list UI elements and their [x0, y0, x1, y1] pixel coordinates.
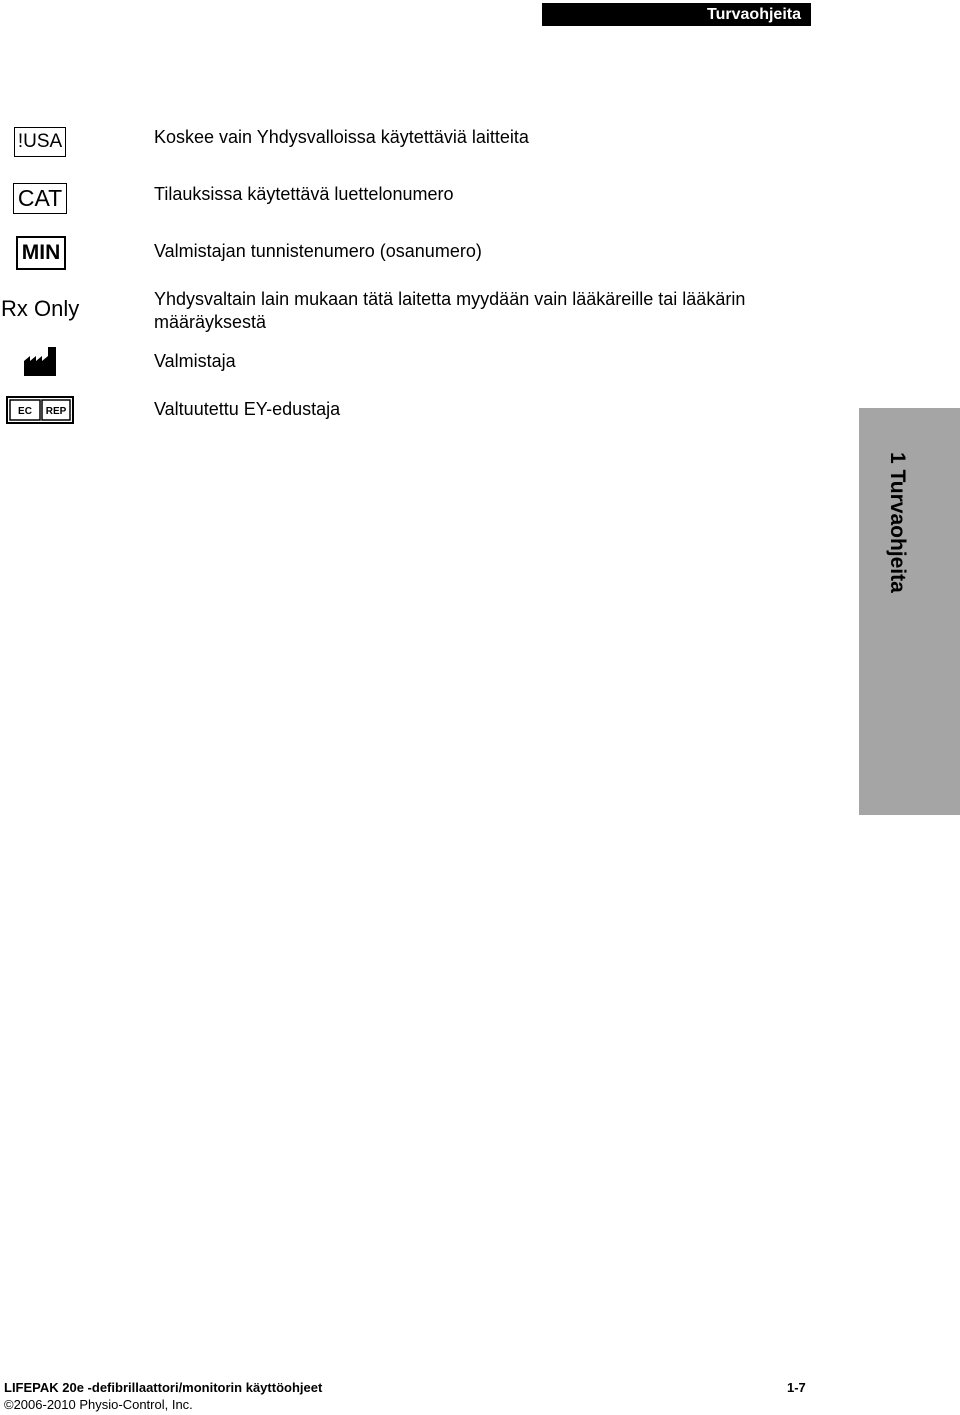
footer-page-number: 1-7 — [787, 1380, 806, 1395]
manufacturer-icon — [22, 345, 58, 377]
manufacturer-id-symbol: MIN — [16, 236, 66, 270]
ec-rep-symbol — [6, 396, 74, 424]
symbol-description: Koskee vain Yhdysvalloissa käytettäviä laitteita — [154, 127, 529, 147]
catalog-number-symbol: CAT — [13, 183, 67, 214]
symbol-description: Valtuutettu EY-edustaja — [154, 399, 341, 419]
symbol-description: Valmistaja — [154, 351, 236, 371]
chapter-tab-label: 1 Turvaohjeita — [886, 452, 909, 593]
rep-label: REP — [45, 406, 67, 417]
footer-manual-title: LIFEPAK 20e -defibrillaattori/monitorin käyttöohjeet — [4, 1380, 323, 1395]
footer-copyright: ©2006-2010 Physio-Control, Inc. — [4, 1397, 193, 1412]
symbol-description: Valmistajan tunnistenumero (osanumero) — [154, 241, 482, 261]
header-section-title: Turvaohjeita — [542, 3, 811, 26]
usa-only-symbol: !USA — [14, 127, 66, 157]
rx-only-symbol: Rx Only — [1, 296, 80, 321]
symbol-description: Yhdysvaltain lain mukaan tätä laitetta myydään vain lääkäreille tai lääkärin määräyksestä — [154, 289, 746, 332]
symbol-description: Tilauksissa käytettävä luettelonumero — [154, 184, 454, 204]
ec-label: EC — [18, 406, 32, 417]
chapter-tab — [859, 408, 960, 815]
